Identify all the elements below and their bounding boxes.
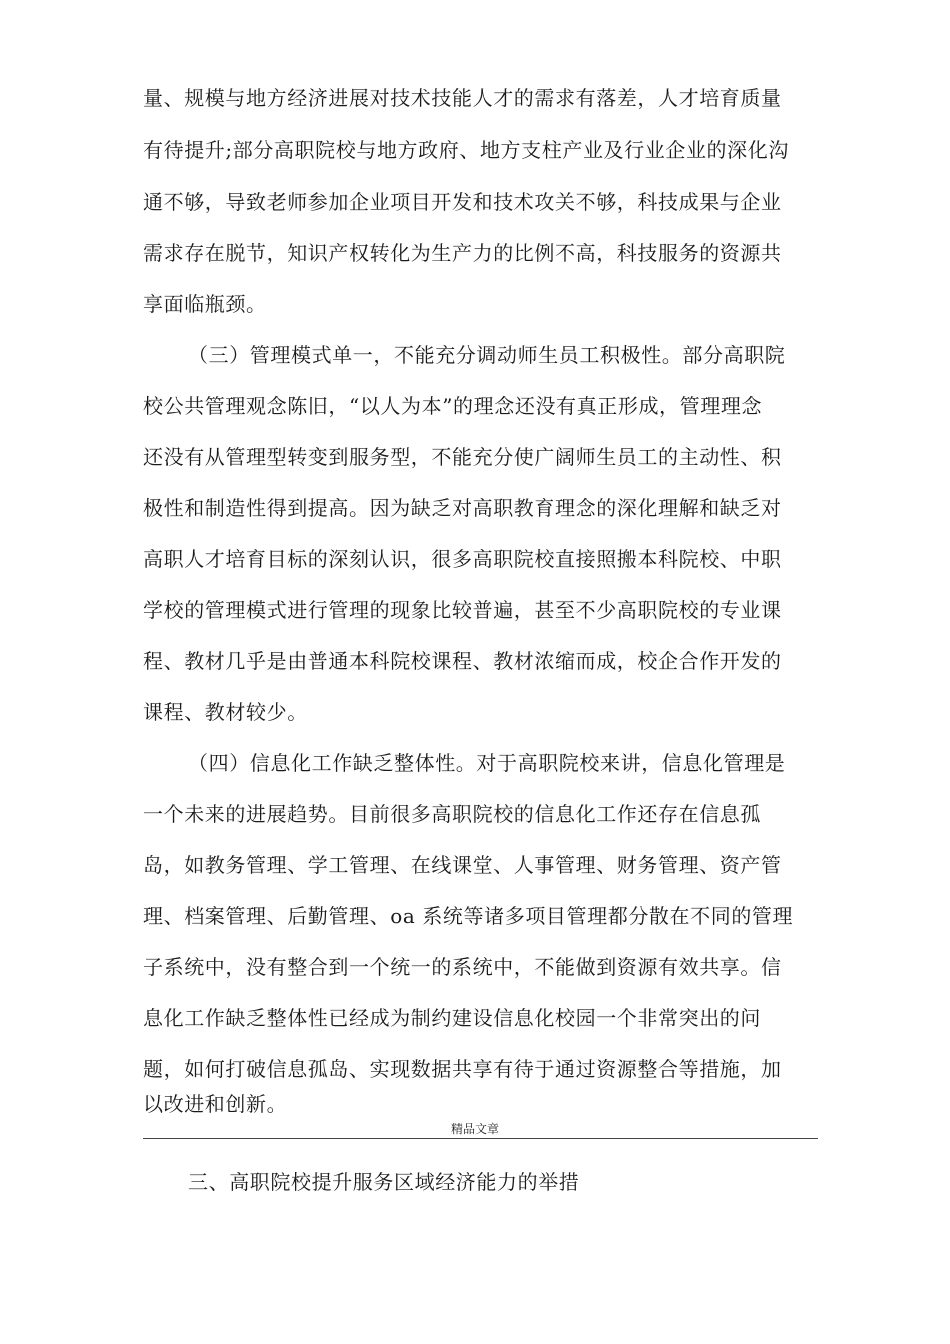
paragraph-1-line-4: 需求存在脱节，知识产权转化为生产力的比例不高，科技服务的资源共 (143, 241, 782, 265)
paragraph-3-line-7: 题，如何打破信息孤岛、实现数据共享有待于通过资源整合等措施，加 (143, 1057, 782, 1081)
paragraph-3-line-2: 一个未来的进展趋势。目前很多高职院校的信息化工作还存在信息孤 (143, 802, 761, 826)
paragraph-3-line-6: 息化工作缺乏整体性已经成为制约建设信息化校园一个非常突出的问 (143, 1006, 761, 1030)
paragraph-2-line-2: 校公共管理观念陈旧，“以人为本”的理念还没有真正形成，管理理念 (143, 394, 763, 418)
paragraph-2-line-6: 学校的管理模式进行管理的现象比较普遍，甚至不少高职院校的专业课 (143, 598, 782, 622)
paragraph-3-line-1: （四）信息化工作缺乏整体性。对于高职院校来讲，信息化管理是 (188, 751, 786, 775)
page-footer-label: 精品文章 (450, 1122, 499, 1136)
paragraph-3-line-5: 子系统中，没有整合到一个统一的系统中，不能做到资源有效共享。信 (143, 955, 782, 979)
paragraph-1-line-1: 量、规模与地方经济进展对技术技能人才的需求有落差，人才培育质量 (143, 86, 782, 110)
paragraph-2-line-3: 还没有从管理型转变到服务型，不能充分使广阔师生员工的主动性、积 (143, 445, 782, 469)
paragraph-1-line-3: 通不够，导致老师参加企业项目开发和技术攻关不够，科技成果与企业 (143, 190, 782, 214)
paragraph-1-line-5: 享面临瓶颈。 (143, 292, 267, 316)
paragraph-2-line-5: 高职人才培育目标的深刻认识，很多高职院校直接照搬本科院校、中职 (143, 547, 782, 571)
paragraph-2-line-1: （三）管理模式单一，不能充分调动师生员工积极性。部分高职院 (188, 343, 786, 367)
section-heading: 三、高职院校提升服务区域经济能力的举措 (188, 1170, 580, 1194)
paragraph-3-line-8: 以改进和创新。 (143, 1092, 288, 1116)
paragraph-3-line-3: 岛，如教务管理、学工管理、在线课堂、人事管理、财务管理、资产管 (143, 853, 782, 877)
paragraph-1-line-2: 有待提升;部分高职院校与地方政府、地方支柱产业及行业企业的深化沟 (143, 138, 789, 162)
paragraph-2-line-8: 课程、教材较少。 (143, 700, 308, 724)
paragraph-3-line-4: 理、档案管理、后勤管理、oa 系统等诸多项目管理都分散在不同的管理 (143, 904, 794, 928)
paragraph-2-line-4: 极性和制造性得到提高。因为缺乏对高职教育理念的深化理解和缺乏对 (143, 496, 782, 520)
paragraph-2-line-7: 程、教材几乎是由普通本科院校课程、教材浓缩而成，校企合作开发的 (143, 649, 782, 673)
footer-divider (143, 1138, 818, 1139)
